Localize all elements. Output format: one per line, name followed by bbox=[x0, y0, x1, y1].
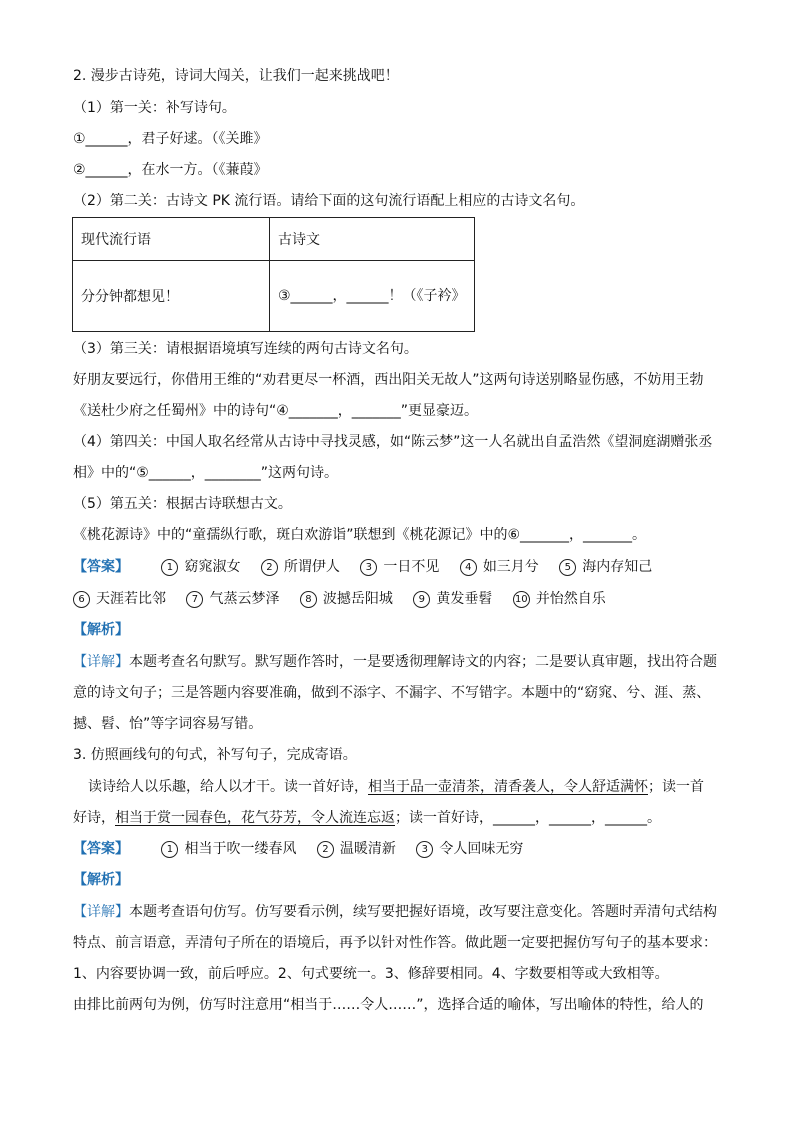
q2-part5-text: 《桃花源诗》中的“童孺纵行歌，斑白欢游诣”联想到《桃花源记》中的⑥_______，_______。 bbox=[73, 527, 647, 543]
answer-item: 3 一日不见 bbox=[360, 557, 439, 577]
table-cell-classical bbox=[270, 261, 475, 332]
q2-analysis-line2: 意的诗文句子；三是答题内容要准确，做到不添字、不漏字、不写错字。本题中的“窈窕、兮、涯、蒸、 bbox=[73, 685, 711, 701]
answer-item: 10 并怡然自乐 bbox=[513, 589, 606, 609]
q3-analysis-tag: 【解析】 bbox=[73, 872, 129, 888]
answer-item: 6 天涯若比邻 bbox=[73, 589, 166, 609]
q2-part5: （5）第五关：根据古诗联想古文。 bbox=[73, 496, 292, 512]
answer-item: 5 海内存知己 bbox=[559, 557, 652, 577]
q2-part3-text-b: 《送杜少府之任蜀州》中的诗句“④_______，_______”更显豪迈。 bbox=[73, 403, 479, 419]
q2-part3-text-a: 好朋友要远行，你借用王维的“劝君更尽一杯酒，西出阳关无故人”这两句诗送别略显伤感，不妨用王勃 bbox=[73, 372, 704, 388]
table-cell-classical-text: ③______，______！（《子衿》 bbox=[278, 288, 466, 304]
answer-item: 2 温暖清新 bbox=[317, 839, 396, 859]
q2-analysis-line3: 撼、髫、怡”等字词容易写错。 bbox=[73, 716, 263, 732]
q2-analysis-line1: 【详解】本题考查名句默写。默写题作答时，一是要透彻理解诗文的内容；二是要认真审题，找出符合题 bbox=[73, 654, 717, 670]
table-header-modern: 现代流行语 bbox=[73, 218, 270, 261]
q2-analysis-tag: 【解析】 bbox=[73, 622, 129, 638]
q3-title: 3. 仿照画线句的句式，补写句子，完成寄语。 bbox=[73, 747, 357, 763]
q3-line2: 好诗，相当于赏一园春色，花气芬芳，令人流连忘返；读一首好诗，______，______，______。 bbox=[73, 810, 661, 826]
table-header-classical: 古诗文 bbox=[270, 218, 475, 261]
q3-analysis-line4: 由排比前两句为例，仿写时注意用“相当于……令人……”，选择合适的喻体，写出喻体的特性，给人的 bbox=[73, 997, 704, 1013]
answer-tag: 【答案】 bbox=[73, 841, 129, 857]
answer-item: 8 波撼岳阳城 bbox=[300, 589, 393, 609]
answer-item: 7 气蒸云梦泽 bbox=[186, 589, 279, 609]
q2-part2: （2）第二关：古诗文 PK 流行语。请给下面的这句流行语配上相应的古诗文名句。 bbox=[73, 193, 585, 209]
table-cell-modern: 分分钟都想见！ bbox=[73, 261, 270, 332]
answer-item: 9 黄发垂髫 bbox=[413, 589, 492, 609]
underlined-sentence: 相当于品一壶清茶，清香袭人，令人舒适满怀 bbox=[368, 779, 648, 795]
q3-analysis-line3: 1、内容要协调一致，前后呼应。2、句式要统一。3、修辞要相同。4、字数要相等或大致相等。 bbox=[73, 966, 669, 982]
answer-item: 1 窈窕淑女 bbox=[161, 557, 240, 577]
answer-item: 3 令人回味无穷 bbox=[416, 839, 523, 859]
q2-answer-row1 bbox=[73, 557, 652, 577]
q2-line2: ②______，在水一方。（《蒹葭》 bbox=[73, 162, 268, 178]
answer-tag: 【答案】 bbox=[73, 559, 129, 575]
q3-analysis-line2: 特点、前言语意，弄清句子所在的语境后，再予以针对性作答。做此题一定要把握仿写句子的基本要求： bbox=[73, 935, 717, 951]
q2-part1: （1）第一关：补写诗句。 bbox=[73, 100, 236, 116]
q2-line1: ①______，君子好逑。（《关雎》 bbox=[73, 131, 268, 147]
answer-item: 1 相当于吹一缕春风 bbox=[161, 839, 296, 859]
answer-item: 4 如三月兮 bbox=[460, 557, 539, 577]
q3-answer-row bbox=[73, 839, 539, 859]
q2-part4-text-b: 相》中的“⑤______，________”这两句诗。 bbox=[73, 465, 339, 481]
q2-part4-text-a: （4）第四关：中国人取名经常从古诗中寻找灵感，如“陈云梦”这一人名就出自孟浩然《望洞庭湖赠张丞 bbox=[73, 434, 713, 450]
q3-line1: 读诗给人以乐趣，给人以才干。读一首好诗，相当于品一壶清茶，清香袭人，令人舒适满怀；读一首 bbox=[88, 779, 704, 795]
q3-analysis-line1: 【详解】本题考查语句仿写。仿写要看示例，续写要把握好语境，改写要注意变化。答题时弄清句式结构 bbox=[73, 904, 717, 920]
poetry-table bbox=[72, 217, 475, 332]
underlined-sentence: 相当于赏一园春色，花气芬芳，令人流连忘返 bbox=[115, 810, 395, 826]
answer-item: 2 所谓伊人 bbox=[261, 557, 340, 577]
q2-answer-row2 bbox=[73, 589, 622, 609]
q2-part3: （3）第三关：请根据语境填写连续的两句古诗文名句。 bbox=[73, 341, 418, 357]
q2-title: 2. 漫步古诗苑，诗词大闯关，让我们一起来挑战吧！ bbox=[73, 68, 399, 84]
